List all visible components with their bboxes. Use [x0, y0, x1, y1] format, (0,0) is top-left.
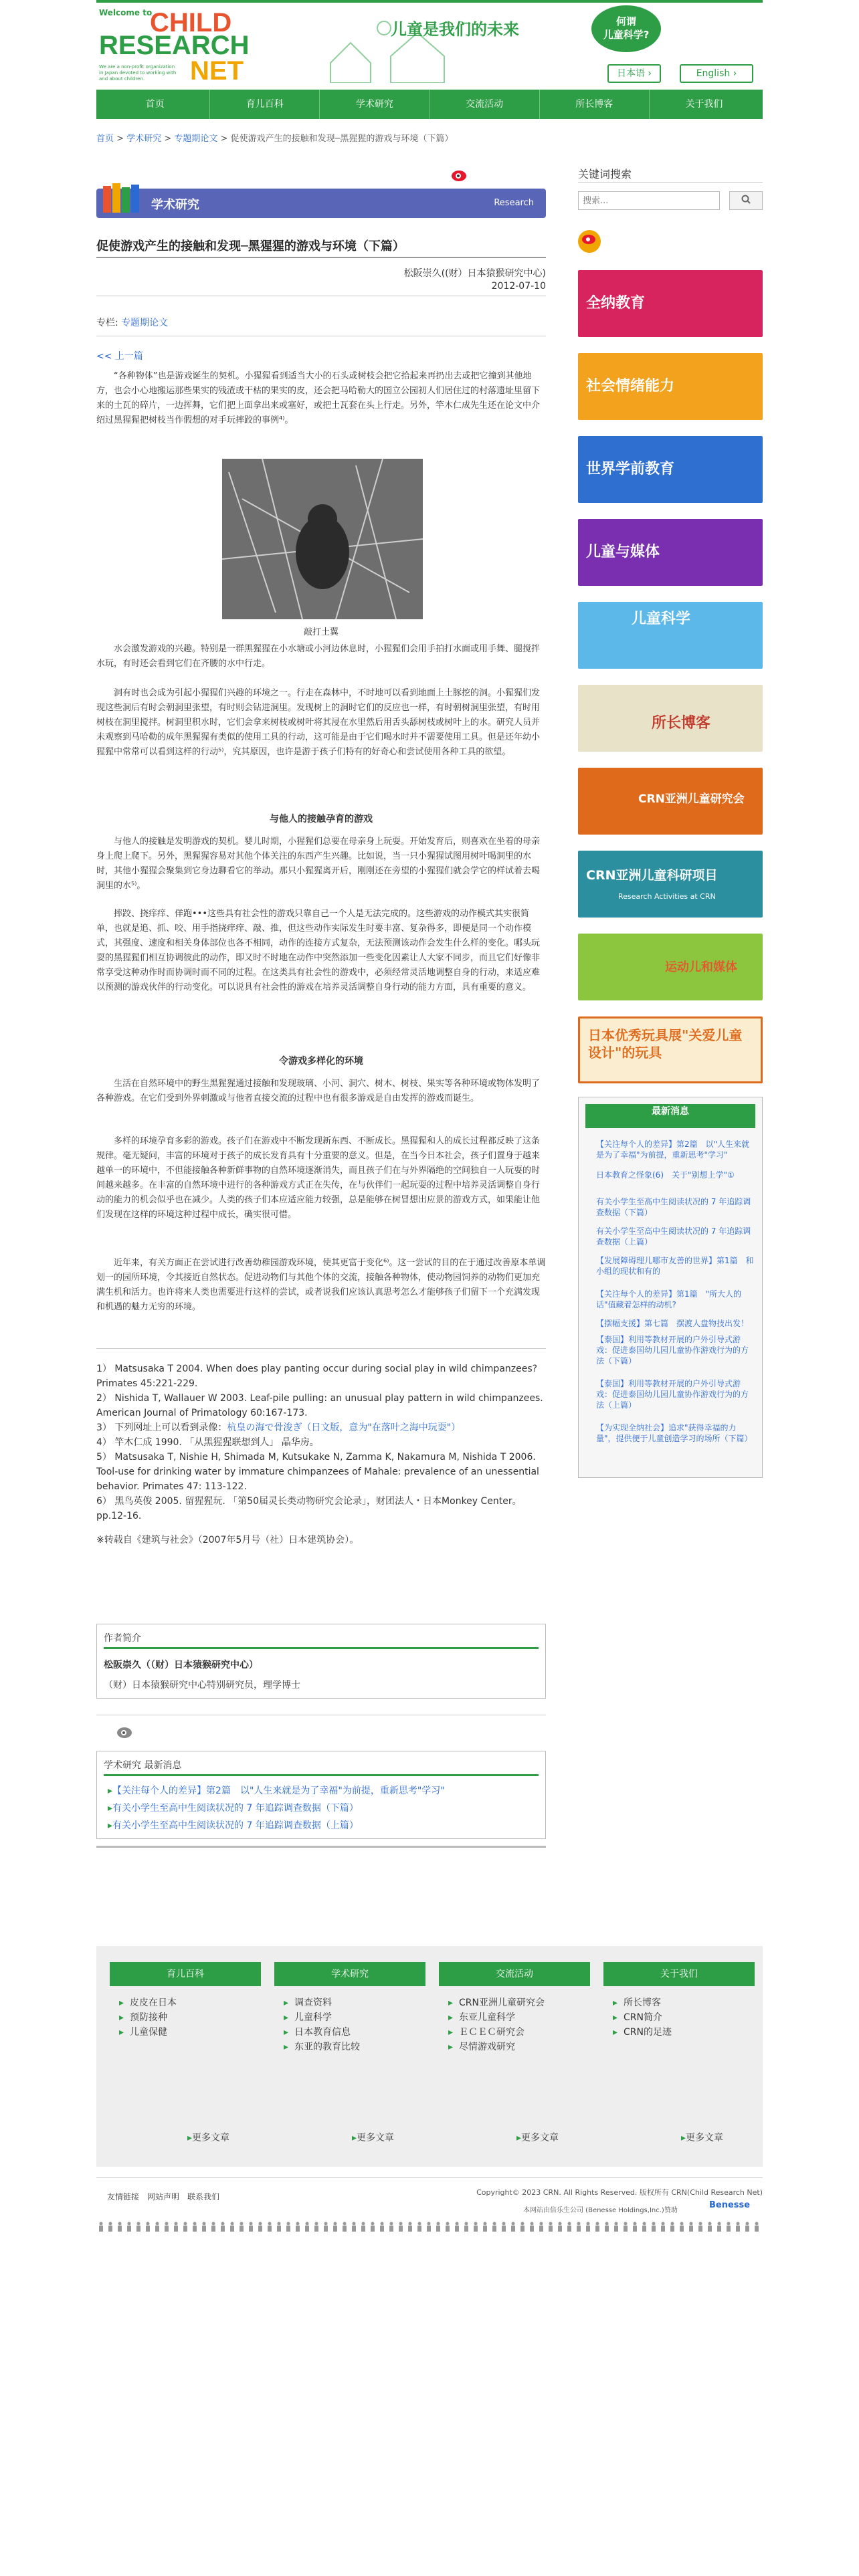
body-divider — [96, 1348, 546, 1349]
crumb-papers[interactable]: 专题期论文 — [174, 134, 218, 144]
what-is-child-science-bubble[interactable] — [591, 5, 661, 52]
author-box — [96, 1624, 546, 1699]
footer-col-exchange — [439, 1962, 590, 2054]
latest-news-item[interactable]: 【关注每个人的差异】第2篇 以"人生来就是为了幸福"为前提，重新思考"学习" — [596, 1140, 750, 1160]
footer-col-heading[interactable]: 育儿百科 — [110, 1962, 261, 1986]
reprint-note: ※转载自《建筑与社会》（2007年5月号（社）日本建筑协会）。 — [96, 1535, 359, 1545]
subheading-2: 令游戏多样化的环境 — [279, 1056, 363, 1067]
site-header — [96, 0, 763, 88]
chimpanzee-photo — [222, 459, 423, 619]
footer-link[interactable]: ▸ 尽情游戏研究 — [439, 2040, 590, 2054]
benesse-logo[interactable]: Benesse — [709, 2200, 751, 2210]
logo-tagline: We are a non-profit organization in Japan devoted to working with and about children. — [99, 64, 177, 82]
weibo-share-icon-bottom[interactable] — [116, 1724, 134, 1739]
banner-title: 全纳教育 — [586, 295, 646, 312]
paragraph-2: 水会激发游戏的兴趣。特别是一群黑猩猩在小水塘或小河边休息时，小猩猩们会用手拍打水面或用手舞、腿搅拌水玩，有时还会看到它们在齐腰的水中行走。 — [96, 644, 541, 669]
site-slogan: 儿童是我们的未来 — [391, 20, 519, 39]
banner-children-media[interactable] — [578, 519, 763, 586]
section-label-en: Research — [494, 198, 534, 208]
banner-world-preschool[interactable] — [578, 436, 763, 503]
search-icon — [741, 195, 751, 204]
weibo-logo-icon — [581, 233, 597, 245]
article-title: 促使游戏产生的接触和发现─黑猩猩的游戏与环境（下篇） — [96, 239, 405, 253]
logo-research: RESEARCH — [99, 31, 250, 60]
search-button[interactable] — [729, 191, 763, 210]
main-nav — [96, 90, 763, 119]
books-icon — [102, 181, 140, 214]
latest-news-item[interactable]: 日本教育之怪象(6) 关于"别想上学"① — [596, 1170, 735, 1180]
latest-news-item[interactable]: 【摆幅支援】第七篇 摆渡人盘物技出发！ — [596, 1319, 749, 1328]
photo-caption: 敲打土翼 — [303, 627, 339, 637]
crumb-home[interactable]: 首页 — [96, 134, 114, 144]
paragraph-8: 近年来，有关方面正在尝试进行改善幼稚园游戏环境，使其更富于变化⁶⁾。这一尝试的目的在于通过改善原本单调划一的园所环境，令其接近自然状态。促进动物们与其他个体的交流，接触各种物体，使动物园饲养的动物们更加充满生机和活力。也许将来人类也需要进行这样的尝试，或者说我们应该认真思考怎么才能够孩子们留下一个充满发现和机遇的魅力无穷的环境。 — [96, 1258, 546, 1312]
footer-link[interactable]: ▸ CRN简介 — [603, 2010, 755, 2025]
footer-link[interactable]: ▸ 东亚的教育比较 — [274, 2040, 425, 2054]
crumb-current: 促使游戏产生的接触和发现─黑猩猩的游戏与环境（下篇） — [230, 134, 454, 144]
bubble-line-2: 儿童科学? — [603, 29, 650, 41]
nav-research[interactable]: 学术研究 — [319, 90, 429, 119]
footer-col-about — [603, 1962, 755, 2040]
more-articles-link[interactable]: ▸ 更多文章 — [352, 2131, 394, 2144]
column-row — [96, 316, 168, 329]
article-author: 松阪崇久((财）日本猿猴研究中心) — [403, 268, 546, 279]
banner-play-media[interactable] — [578, 934, 763, 1000]
more-articles-link[interactable]: ▸ 更多文章 — [187, 2131, 229, 2144]
latest-news-item[interactable]: 【关注每个人的差异】第1篇 "所大人的话"值藏着怎样的动机? — [596, 1289, 742, 1309]
reference-1: 1） Matsusaka T 2004. When does play panting occur during social play in wild chimpanzees? Primates 45:221-229. — [96, 1364, 538, 1389]
reference-4: 4） 竿木仁成 1990. 「从黑猩猩联想到人」 晶华房。 — [96, 1437, 319, 1448]
people-border-icon — [96, 2222, 763, 2232]
article-date: 2012-07-10 — [491, 281, 546, 292]
banner-inclusive-education[interactable] — [578, 270, 763, 337]
author-box-heading: 作者简介 — [104, 1633, 141, 1644]
footer-link[interactable]: ▸ CRN的足迹 — [603, 2025, 755, 2040]
footer-col-heading[interactable]: 交流活动 — [439, 1962, 590, 1986]
reference-3 — [96, 1420, 546, 1435]
footer-link[interactable]: ▸ 日本教育信息 — [274, 2025, 425, 2040]
paragraph-3: 洞有时也会成为引起小猩猩们兴趣的环境之一。行走在森林中，不时地可以看到地面上土豚挖的洞。小猩猩们发现这些洞后有时会朝洞里张望，有时则会钻进洞里。发现树上的洞时它们的反应也一样，有时朝树洞里张望，有时用树枝在洞里搅拌。树洞里积水时，它们会拿来树枝或树叶将其浸在水里然后用舌头舔树枝或树叶上的水。研究人员并未观察到马哈勒的成年黑猩猩有类似的使用工具的行动，这可能是由于它们喝水时并不需要使用工具。但是还年幼小猩猩中常常可以看到这样的行动⁵⁾，究其原因，也许是游于孩子们特有的好奇心和尝试使用各种工具的欲望。 — [96, 688, 541, 757]
banner-good-toy[interactable] — [578, 1016, 763, 1083]
author-box-line — [104, 1647, 539, 1649]
footer-col-heading[interactable]: 关于我们 — [603, 1962, 755, 1986]
footer-link[interactable]: ▸ 儿童科学 — [274, 2010, 425, 2025]
footer-link[interactable]: ▸ 调查资料 — [274, 1996, 425, 2010]
logo-welcome: Welcome to — [99, 8, 153, 17]
author-name: 松阪崇久（（财）日本猿猴研究中心） — [104, 1660, 258, 1671]
banner-title: 儿童与媒体 — [586, 544, 660, 560]
latest-news-item[interactable]: 【泰国】利用等教材开展的户外引导式游戏：促进泰国幼儿园儿童协作游戏行为的方法（下篇） — [596, 1335, 749, 1366]
nav-exchange[interactable]: 交流活动 — [430, 90, 539, 119]
paragraph-4: 与他人的接触是发明游戏的契机。婴儿时期，小猩猩们总要在母亲身上玩耍。开始发育后，则喜欢在坐着的母亲身上爬上爬下。另外，黑猩猩容易对其他个体关注的东西产生兴趣。比如说，当一只小猩猩试图用树叶喝洞里的水时，其他小猩猩会聚集到它身边聊看它的举动。那只小猩猩离开后，刚刚还在旁望的小猩猩们就会学它的样试着去喝洞里的水⁵⁾。 — [96, 837, 541, 891]
japanese-button[interactable]: 日本语 › — [607, 64, 661, 83]
search-input[interactable] — [578, 191, 720, 210]
title-divider — [96, 257, 546, 258]
reference-3-link[interactable]: 杭皇の海で骨浚ぎ（日文版，意为"在落叶之海中玩耍"） — [227, 1422, 461, 1433]
footer-divider — [96, 2177, 763, 2178]
site-footer — [96, 1946, 763, 2167]
latest-news-item[interactable]: 【发展障碍理儿哪市友善的世界】第1篇 和小组的现状和有的 — [596, 1256, 754, 1276]
footer-link[interactable]: ▸ 皮皮在日本 — [110, 1996, 261, 2010]
nav-about[interactable]: 关于我们 — [649, 90, 759, 119]
footer-col-research — [274, 1962, 425, 2054]
banner-subtitle: Research Activities at CRN — [618, 892, 716, 901]
reference-5: 5） Matsusaka T, Nishie H, Shimada M, Kutsukake N, Zamma K, Nakamura M, Nishida T 2006. Tool-use for drinking water by immature chimpanzees of Mahale: prevalence of an unessential behavior. Primates 47: 113-122. — [96, 1452, 539, 1492]
latest-news-heading: 最新消息 — [585, 1104, 755, 1128]
banner-child-science[interactable] — [578, 602, 763, 669]
nav-home[interactable]: 首页 — [145, 99, 165, 110]
reference-3-text: 3） 下列网址上可以看到录像： — [96, 1422, 227, 1433]
latest-news-item[interactable]: 有关小学生至高中生阅读状况的 7 年追踪调查数据（下篇） — [596, 1197, 751, 1217]
author-desc: （财）日本猿猴研究中心特别研究员，理学博士 — [104, 1680, 300, 1691]
latest-news-item[interactable]: 【为实现全纳社会】追求"获得幸福的力量"，提供便于儿童创造学习的场所（下篇） — [596, 1423, 753, 1443]
related-item[interactable]: ▸ 有关小学生至高中生阅读状况的 7 年追踪调查数据（下篇） — [108, 1801, 359, 1814]
more-articles-link[interactable]: ▸ 更多文章 — [681, 2131, 723, 2144]
footer-link[interactable]: ▸ 东亚儿童科学 — [439, 2010, 590, 2025]
related-item[interactable]: ▸ 有关小学生至高中生阅读状况的 7 年追踪调查数据（上篇） — [108, 1818, 359, 1832]
copyright: Copyright© 2023 CRN. All Rights Reserved. 版权所有 CRN(Child Research Net) — [476, 2188, 763, 2197]
footer-link[interactable]: ▸ 所长博客 — [603, 1996, 755, 2010]
banner-title: 社会情绪能力 — [586, 378, 675, 395]
paragraph-6: 生活在自然环境中的野生黑猩猩通过接触和发现玻璃、小河、洞穴、树木、树枝、果实等各种环境或物体发明了各种游戏。在它们受到外界刺激或与他者直接交流的过程中也有很多游戏是自由发挥的游戏而诞生。 — [96, 1079, 541, 1103]
more-articles-link[interactable]: ▸ 更多文章 — [516, 2131, 559, 2144]
logo-net: NET — [190, 56, 244, 86]
nav-director-blog[interactable]: 所长博客 — [539, 90, 649, 119]
banner-director-blog[interactable] — [578, 685, 763, 752]
footer-link[interactable]: ▸ ＥＣＥＣ研究会 — [439, 2025, 590, 2040]
reference-6: 6） 黑鸟英俊 2005. 留猩猩玩. 「第50届灵长类动物研究会论录」，财团法人・日本Monkey Center。pp.12-16. — [96, 1496, 522, 1521]
kw-divider — [578, 182, 763, 183]
logo-child: CHILD — [150, 8, 232, 37]
banner-crn-asia[interactable] — [578, 768, 763, 835]
weibo-share-icon[interactable] — [451, 167, 468, 182]
paragraph-1: “各种物体”也是游戏诞生的契机。小猩猩看到适当大小的石头或树枝会把它拾起来再扔出去或把它撞到其他地方，也会小心地搬运那些果实的残渣或干枯的果实的皮，还会把马哈勒大的国立公园初人们居住过的村落遗址里留下来的土瓦的碎片，一边挥舞，它们把上面拿出来或塞好，或把土瓦套在头上行走。另外，竿木仁成先生还在论文中介绍过黑猩猩把树枝当作假想的对手玩摔跤的事例⁴⁾。 — [96, 371, 541, 425]
related-news-box — [96, 1751, 546, 1839]
banner-crn-asia-project[interactable] — [578, 851, 763, 918]
subheading-1: 与他人的接触孕育的游戏 — [270, 814, 373, 825]
latest-news-item[interactable]: 有关小学生至高中生阅读状况的 7 年追踪调查数据（上篇） — [596, 1226, 751, 1247]
related-line — [104, 1774, 539, 1776]
column-link[interactable]: 专题期论文 — [121, 318, 169, 328]
weibo-icon[interactable] — [578, 230, 601, 253]
banner-title: 日本优秀玩具展"关爱儿童设计"的玩具 — [588, 1027, 743, 1061]
column-label: 专栏: — [96, 318, 118, 328]
bubble-line-1: 何谓 — [615, 15, 636, 27]
main-bottom-divider — [96, 1846, 546, 1848]
related-item[interactable]: ▸ 【关注每个人的差异】第2篇 以"人生来就是为了幸福"为前提，重新思考"学习" — [108, 1784, 445, 1797]
banner-title: 世界学前教育 — [586, 461, 675, 477]
reference-2: 2） Nishida T, Wallauer W 2003. Leaf-pile pulling: an unusual play pattern in wild chimpanzees. American Journal of Primatology 60:167-173. — [96, 1393, 543, 1418]
english-button[interactable]: English › — [680, 64, 753, 83]
nav-parenting[interactable]: 育儿百科 — [209, 90, 319, 119]
operator-note: 本网站由倍乐生公司 (Benesse Holdings,Inc.)赞助 — [523, 2207, 678, 2214]
footer-link[interactable]: ▸ 预防接种 — [110, 2010, 261, 2025]
crumb-research[interactable]: 学术研究 — [126, 134, 162, 144]
prev-article-link[interactable]: << 上一篇 — [96, 351, 143, 362]
banner-title: 儿童科学 — [632, 611, 691, 627]
keyword-search-heading: 关键词搜索 — [578, 168, 632, 181]
latest-news-box — [578, 1097, 763, 1478]
latest-news-item[interactable]: 【泰国】利用等教材开展的户外引导式游戏：促进泰国幼儿园儿童协作游戏行为的方法（上篇） — [596, 1379, 749, 1410]
site-logo[interactable] — [96, 5, 270, 84]
footer-col-heading[interactable]: 学术研究 — [274, 1962, 425, 1986]
banner-title: 所长博客 — [652, 715, 711, 732]
section-header-bar — [96, 189, 546, 218]
banner-title: CRN亚洲儿童科研项目 — [586, 868, 718, 883]
banner-title: CRN亚洲儿童研究会 — [638, 792, 745, 806]
footer-link[interactable]: ▸ CRN亚洲儿童研究会 — [439, 1996, 590, 2010]
banner-social-emotional[interactable] — [578, 353, 763, 420]
paragraph-5: 摔跤、挠痒痒、佯跑•••这些具有社会性的游戏只靠自己一个人是无法完成的。这些游戏的动作模式其实很简单，也就是追、抓、咬、用手指挠痒痒、敲、推，但这些动作实际发生时要丰富、复杂得多，即便是同一个动作模式，其强度、速度和相关身体部位也各不相同，动作的连接方式复杂，无法预测该动作会发生什么样的变化。哪头玩耍的黑猩猩们相互协调彼此的动作，即又时不时地在动作中突然添加一些变化因素让人大家不同步，而且它们好像非常享受这种动作时而协调时而不同的过程。在这类具有社会性的游戏中，必须经常灵活地调整自身的行动，来适应难以预测的游戏伙伴的行动变化。可以说具有社会性的游戏在培养灵活调整自身行动的能力方面，具有重要的意义。 — [96, 909, 541, 992]
paragraph-7: 多样的环境孕育多彩的游戏。孩子们在游戏中不断发现新东西、不断成长。黑猩猩和人的成长过程都反映了这条规律。毫无疑问，丰富的环境对于孩子的成长发育具有十分重要的意义。但是，在当今日本社会，孩子们置身于越来越单一的环境中，不但能接触各种新鲜事物的自然环境逐渐消失，而且孩子们在与外界隔绝的空间独自一人玩耍的时间越来越多。在丰富的自然环境中进行的各种游戏方式正在失传，在与伙伴们一起玩耍的过程中培养灵活调整自身行动的能力的机会似乎也在减少。人类的孩子们本应适应能力较强，总是能够在树冒想出应景的游戏方式，如果能让他们发现在这样的环境这种过程中成长，确实很可惜。 — [96, 1136, 541, 1220]
footer-link[interactable]: ▸ 儿童保健 — [110, 2025, 261, 2040]
footer-col-parenting — [110, 1962, 261, 2040]
footer-links[interactable]: 友情链接 网站声明 联系我们 — [107, 2192, 220, 2202]
section-title: 学术研究 — [151, 198, 199, 212]
related-heading: 学术研究 最新消息 — [104, 1760, 182, 1771]
banner-title: 运动儿和媒体 — [665, 960, 737, 974]
breadcrumb: 首页 > 学术研究 > 专题期论文 > 促使游戏产生的接触和发现─黑猩猩的游戏与环境（下篇） — [96, 134, 454, 144]
